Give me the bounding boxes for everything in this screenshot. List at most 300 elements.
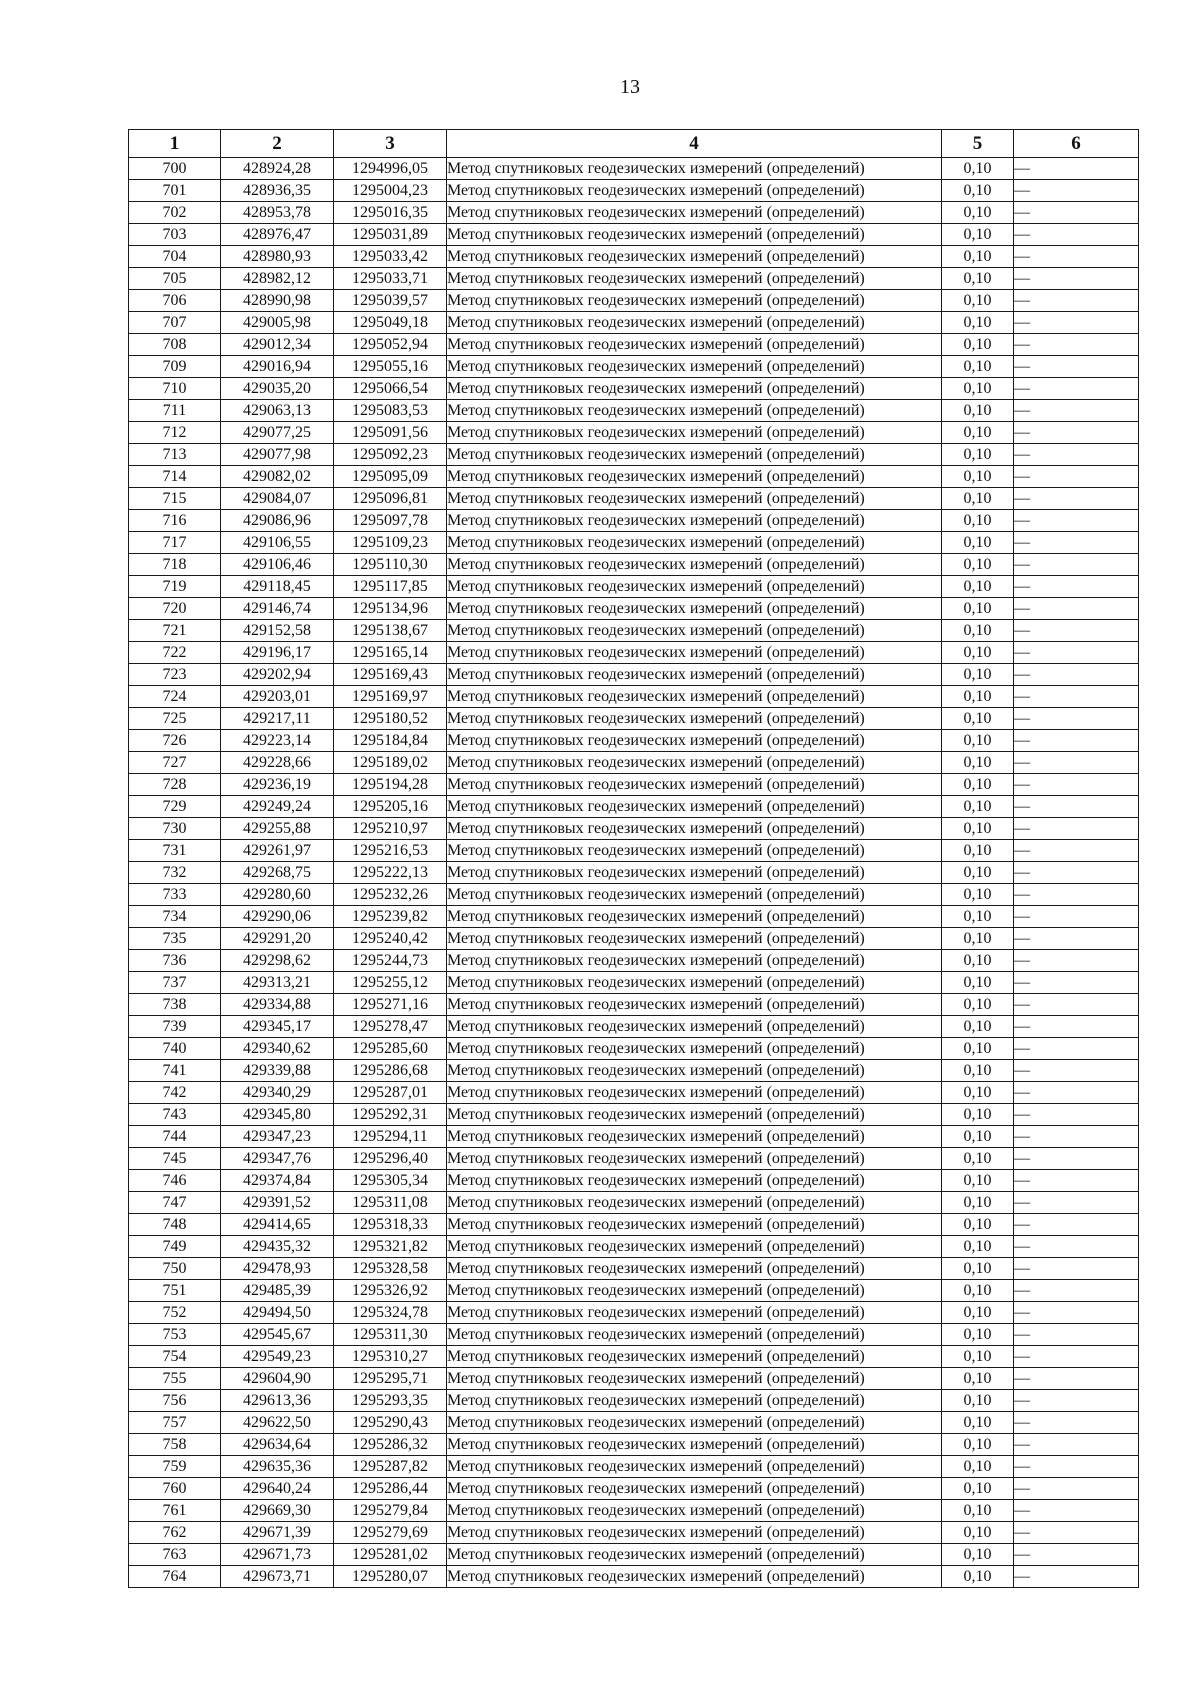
- x-coordinate-cell: 429347,23: [221, 1126, 334, 1148]
- method-cell: Метод спутниковых геодезических измерений (определений): [447, 1434, 942, 1456]
- x-coordinate-cell: 429635,36: [221, 1456, 334, 1478]
- point-number-cell: 760: [129, 1478, 221, 1500]
- description-cell: —: [1014, 1104, 1139, 1126]
- accuracy-cell: 0,10: [942, 1170, 1014, 1192]
- y-coordinate-cell: 1295280,07: [334, 1566, 447, 1588]
- description-cell: —: [1014, 1478, 1139, 1500]
- point-number-cell: 719: [129, 576, 221, 598]
- table-row: [129, 840, 1139, 862]
- y-coordinate-cell: 1295216,53: [334, 840, 447, 862]
- description-cell: —: [1014, 224, 1139, 246]
- method-cell: Метод спутниковых геодезических измерений (определений): [447, 532, 942, 554]
- accuracy-cell: 0,10: [942, 1038, 1014, 1060]
- method-cell: Метод спутниковых геодезических измерений (определений): [447, 334, 942, 356]
- y-coordinate-cell: 1295295,71: [334, 1368, 447, 1390]
- accuracy-cell: 0,10: [942, 818, 1014, 840]
- table-row: [129, 488, 1139, 510]
- point-number-cell: 745: [129, 1148, 221, 1170]
- y-coordinate-cell: 1295285,60: [334, 1038, 447, 1060]
- x-coordinate-cell: 428936,35: [221, 180, 334, 202]
- y-coordinate-cell: 1295279,69: [334, 1522, 447, 1544]
- method-cell: Метод спутниковых геодезических измерений (определений): [447, 466, 942, 488]
- method-cell: Метод спутниковых геодезических измерений (определений): [447, 180, 942, 202]
- x-coordinate-cell: 428982,12: [221, 268, 334, 290]
- y-coordinate-cell: 1295004,23: [334, 180, 447, 202]
- method-cell: Метод спутниковых геодезических измерений (определений): [447, 312, 942, 334]
- y-coordinate-cell: 1295096,81: [334, 488, 447, 510]
- table-row: [129, 774, 1139, 796]
- x-coordinate-cell: 429016,94: [221, 356, 334, 378]
- table-row: [129, 994, 1139, 1016]
- page-number: 13: [620, 76, 640, 98]
- description-cell: —: [1014, 312, 1139, 334]
- point-number-cell: 705: [129, 268, 221, 290]
- x-coordinate-cell: 429669,30: [221, 1500, 334, 1522]
- method-cell: Метод спутниковых геодезических измерений (определений): [447, 620, 942, 642]
- method-cell: Метод спутниковых геодезических измерений (определений): [447, 488, 942, 510]
- accuracy-cell: 0,10: [942, 620, 1014, 642]
- accuracy-cell: 0,10: [942, 1214, 1014, 1236]
- point-number-cell: 722: [129, 642, 221, 664]
- y-coordinate-cell: 1295138,67: [334, 620, 447, 642]
- description-cell: —: [1014, 202, 1139, 224]
- point-number-cell: 724: [129, 686, 221, 708]
- point-number-cell: 729: [129, 796, 221, 818]
- x-coordinate-cell: 429334,88: [221, 994, 334, 1016]
- table-row: [129, 422, 1139, 444]
- accuracy-cell: 0,10: [942, 510, 1014, 532]
- x-coordinate-cell: 429640,24: [221, 1478, 334, 1500]
- method-cell: Метод спутниковых геодезических измерений (определений): [447, 1390, 942, 1412]
- method-cell: Метод спутниковых геодезических измерений (определений): [447, 1456, 942, 1478]
- accuracy-cell: 0,10: [942, 906, 1014, 928]
- y-coordinate-cell: 1295016,35: [334, 202, 447, 224]
- description-cell: —: [1014, 972, 1139, 994]
- description-cell: —: [1014, 906, 1139, 928]
- y-coordinate-cell: 1295318,33: [334, 1214, 447, 1236]
- y-coordinate-cell: 1295271,16: [334, 994, 447, 1016]
- table-row: [129, 1104, 1139, 1126]
- accuracy-cell: 0,10: [942, 994, 1014, 1016]
- y-coordinate-cell: 1295180,52: [334, 708, 447, 730]
- point-number-cell: 711: [129, 400, 221, 422]
- y-coordinate-cell: 1295296,40: [334, 1148, 447, 1170]
- point-number-cell: 764: [129, 1566, 221, 1588]
- description-cell: —: [1014, 708, 1139, 730]
- point-number-cell: 728: [129, 774, 221, 796]
- point-number-cell: 752: [129, 1302, 221, 1324]
- point-number-cell: 717: [129, 532, 221, 554]
- description-cell: —: [1014, 1258, 1139, 1280]
- accuracy-cell: 0,10: [942, 290, 1014, 312]
- description-cell: —: [1014, 554, 1139, 576]
- point-number-cell: 761: [129, 1500, 221, 1522]
- accuracy-cell: 0,10: [942, 1258, 1014, 1280]
- accuracy-cell: 0,10: [942, 422, 1014, 444]
- table-row: [129, 730, 1139, 752]
- table-row: [129, 1214, 1139, 1236]
- table-row: [129, 708, 1139, 730]
- point-number-cell: 714: [129, 466, 221, 488]
- point-number-cell: 716: [129, 510, 221, 532]
- x-coordinate-cell: 429228,66: [221, 752, 334, 774]
- y-coordinate-cell: 1295326,92: [334, 1280, 447, 1302]
- table-row: [129, 290, 1139, 312]
- accuracy-cell: 0,10: [942, 840, 1014, 862]
- description-cell: —: [1014, 290, 1139, 312]
- method-cell: Метод спутниковых геодезических измерений (определений): [447, 1104, 942, 1126]
- method-cell: Метод спутниковых геодезических измерений (определений): [447, 1170, 942, 1192]
- point-number-cell: 741: [129, 1060, 221, 1082]
- description-cell: —: [1014, 1522, 1139, 1544]
- table-row: [129, 1016, 1139, 1038]
- point-number-cell: 731: [129, 840, 221, 862]
- accuracy-cell: 0,10: [942, 1566, 1014, 1588]
- x-coordinate-cell: 429077,25: [221, 422, 334, 444]
- accuracy-cell: 0,10: [942, 1280, 1014, 1302]
- method-cell: Метод спутниковых геодезических измерений (определений): [447, 884, 942, 906]
- accuracy-cell: 0,10: [942, 1302, 1014, 1324]
- point-number-cell: 715: [129, 488, 221, 510]
- x-coordinate-cell: 429202,94: [221, 664, 334, 686]
- table-row: [129, 1038, 1139, 1060]
- point-number-cell: 734: [129, 906, 221, 928]
- description-cell: —: [1014, 1280, 1139, 1302]
- point-number-cell: 744: [129, 1126, 221, 1148]
- description-cell: —: [1014, 488, 1139, 510]
- method-cell: Метод спутниковых геодезических измерений (определений): [447, 862, 942, 884]
- point-number-cell: 759: [129, 1456, 221, 1478]
- method-cell: Метод спутниковых геодезических измерений (определений): [447, 1236, 942, 1258]
- y-coordinate-cell: 1295169,43: [334, 664, 447, 686]
- description-cell: —: [1014, 510, 1139, 532]
- column-header: 3: [334, 130, 447, 158]
- x-coordinate-cell: 429005,98: [221, 312, 334, 334]
- description-cell: —: [1014, 1544, 1139, 1566]
- table-row: [129, 664, 1139, 686]
- accuracy-cell: 0,10: [942, 312, 1014, 334]
- accuracy-cell: 0,10: [942, 730, 1014, 752]
- table-row: [129, 884, 1139, 906]
- table-row: [129, 1060, 1139, 1082]
- column-header: 4: [447, 130, 942, 158]
- accuracy-cell: 0,10: [942, 224, 1014, 246]
- point-number-cell: 750: [129, 1258, 221, 1280]
- point-number-cell: 707: [129, 312, 221, 334]
- point-number-cell: 702: [129, 202, 221, 224]
- y-coordinate-cell: 1295095,09: [334, 466, 447, 488]
- coordinates-table: [128, 129, 1139, 1588]
- description-cell: —: [1014, 774, 1139, 796]
- description-cell: —: [1014, 444, 1139, 466]
- method-cell: Метод спутниковых геодезических измерений (определений): [447, 906, 942, 928]
- point-number-cell: 758: [129, 1434, 221, 1456]
- method-cell: Метод спутниковых геодезических измерений (определений): [447, 796, 942, 818]
- accuracy-cell: 0,10: [942, 664, 1014, 686]
- method-cell: Метод спутниковых геодезических измерений (определений): [447, 972, 942, 994]
- method-cell: Метод спутниковых геодезических измерений (определений): [447, 1412, 942, 1434]
- method-cell: Метод спутниковых геодезических измерений (определений): [447, 1148, 942, 1170]
- point-number-cell: 730: [129, 818, 221, 840]
- method-cell: Метод спутниковых геодезических измерений (определений): [447, 1346, 942, 1368]
- accuracy-cell: 0,10: [942, 928, 1014, 950]
- method-cell: Метод спутниковых геодезических измерений (определений): [447, 1082, 942, 1104]
- table-row: [129, 444, 1139, 466]
- table-row: [129, 1456, 1139, 1478]
- y-coordinate-cell: 1295255,12: [334, 972, 447, 994]
- table-row: [129, 818, 1139, 840]
- x-coordinate-cell: 429494,50: [221, 1302, 334, 1324]
- method-cell: Метод спутниковых геодезических измерений (определений): [447, 1478, 942, 1500]
- x-coordinate-cell: 429236,19: [221, 774, 334, 796]
- method-cell: Метод спутниковых геодезических измерений (определений): [447, 686, 942, 708]
- x-coordinate-cell: 429485,39: [221, 1280, 334, 1302]
- x-coordinate-cell: 429374,84: [221, 1170, 334, 1192]
- description-cell: —: [1014, 1192, 1139, 1214]
- method-cell: Метод спутниковых геодезических измерений (определений): [447, 752, 942, 774]
- x-coordinate-cell: 429118,45: [221, 576, 334, 598]
- accuracy-cell: 0,10: [942, 1016, 1014, 1038]
- y-coordinate-cell: 1295169,97: [334, 686, 447, 708]
- point-number-cell: 727: [129, 752, 221, 774]
- y-coordinate-cell: 1295293,35: [334, 1390, 447, 1412]
- point-number-cell: 757: [129, 1412, 221, 1434]
- x-coordinate-cell: 429223,14: [221, 730, 334, 752]
- description-cell: —: [1014, 1060, 1139, 1082]
- point-number-cell: 712: [129, 422, 221, 444]
- table-row: [129, 334, 1139, 356]
- accuracy-cell: 0,10: [942, 752, 1014, 774]
- column-header: 2: [221, 130, 334, 158]
- accuracy-cell: 0,10: [942, 1500, 1014, 1522]
- description-cell: —: [1014, 884, 1139, 906]
- table-row: [129, 796, 1139, 818]
- point-number-cell: 762: [129, 1522, 221, 1544]
- description-cell: —: [1014, 1456, 1139, 1478]
- point-number-cell: 736: [129, 950, 221, 972]
- y-coordinate-cell: 1295109,23: [334, 532, 447, 554]
- accuracy-cell: 0,10: [942, 642, 1014, 664]
- y-coordinate-cell: 1295324,78: [334, 1302, 447, 1324]
- method-cell: Метод спутниковых геодезических измерений (определений): [447, 158, 942, 180]
- point-number-cell: 742: [129, 1082, 221, 1104]
- y-coordinate-cell: 1295134,96: [334, 598, 447, 620]
- description-cell: —: [1014, 1412, 1139, 1434]
- y-coordinate-cell: 1295092,23: [334, 444, 447, 466]
- accuracy-cell: 0,10: [942, 774, 1014, 796]
- table-body: [129, 158, 1139, 1588]
- x-coordinate-cell: 429671,73: [221, 1544, 334, 1566]
- description-cell: —: [1014, 334, 1139, 356]
- method-cell: Метод спутниковых геодезических измерений (определений): [447, 950, 942, 972]
- table-row: [129, 1478, 1139, 1500]
- accuracy-cell: 0,10: [942, 1412, 1014, 1434]
- table-row: [129, 1346, 1139, 1368]
- column-header: 1: [129, 130, 221, 158]
- accuracy-cell: 0,10: [942, 1148, 1014, 1170]
- x-coordinate-cell: 429391,52: [221, 1192, 334, 1214]
- table-row: [129, 1500, 1139, 1522]
- accuracy-cell: 0,10: [942, 246, 1014, 268]
- method-cell: Метод спутниковых геодезических измерений (определений): [447, 1192, 942, 1214]
- point-number-cell: 748: [129, 1214, 221, 1236]
- method-cell: Метод спутниковых геодезических измерений (определений): [447, 774, 942, 796]
- y-coordinate-cell: 1295294,11: [334, 1126, 447, 1148]
- point-number-cell: 751: [129, 1280, 221, 1302]
- method-cell: Метод спутниковых геодезических измерений (определений): [447, 576, 942, 598]
- accuracy-cell: 0,10: [942, 268, 1014, 290]
- y-coordinate-cell: 1295292,31: [334, 1104, 447, 1126]
- description-cell: —: [1014, 862, 1139, 884]
- accuracy-cell: 0,10: [942, 1544, 1014, 1566]
- point-number-cell: 700: [129, 158, 221, 180]
- description-cell: —: [1014, 840, 1139, 862]
- description-cell: —: [1014, 730, 1139, 752]
- description-cell: —: [1014, 158, 1139, 180]
- accuracy-cell: 0,10: [942, 686, 1014, 708]
- method-cell: Метод спутниковых геодезических измерений (определений): [447, 554, 942, 576]
- accuracy-cell: 0,10: [942, 488, 1014, 510]
- description-cell: —: [1014, 576, 1139, 598]
- point-number-cell: 713: [129, 444, 221, 466]
- x-coordinate-cell: 429077,98: [221, 444, 334, 466]
- y-coordinate-cell: 1295066,54: [334, 378, 447, 400]
- table-row: [129, 224, 1139, 246]
- table-row: [129, 1302, 1139, 1324]
- point-number-cell: 706: [129, 290, 221, 312]
- y-coordinate-cell: 1295205,16: [334, 796, 447, 818]
- description-cell: —: [1014, 642, 1139, 664]
- y-coordinate-cell: 1295222,13: [334, 862, 447, 884]
- table-row: [129, 752, 1139, 774]
- y-coordinate-cell: 1295287,82: [334, 1456, 447, 1478]
- method-cell: Метод спутниковых геодезических измерений (определений): [447, 1126, 942, 1148]
- description-cell: —: [1014, 1038, 1139, 1060]
- table-row: [129, 1192, 1139, 1214]
- accuracy-cell: 0,10: [942, 356, 1014, 378]
- x-coordinate-cell: 429290,06: [221, 906, 334, 928]
- method-cell: Метод спутниковых геодезических измерений (определений): [447, 1368, 942, 1390]
- point-number-cell: 733: [129, 884, 221, 906]
- table-row: [129, 532, 1139, 554]
- table-row: [129, 928, 1139, 950]
- x-coordinate-cell: 429671,39: [221, 1522, 334, 1544]
- table-row: [129, 554, 1139, 576]
- y-coordinate-cell: 1295031,89: [334, 224, 447, 246]
- description-cell: —: [1014, 1390, 1139, 1412]
- accuracy-cell: 0,10: [942, 1236, 1014, 1258]
- point-number-cell: 701: [129, 180, 221, 202]
- accuracy-cell: 0,10: [942, 400, 1014, 422]
- method-cell: Метод спутниковых геодезических измерений (определений): [447, 1280, 942, 1302]
- x-coordinate-cell: 429604,90: [221, 1368, 334, 1390]
- description-cell: —: [1014, 180, 1139, 202]
- method-cell: Метод спутниковых геодезических измерений (определений): [447, 1544, 942, 1566]
- description-cell: —: [1014, 818, 1139, 840]
- x-coordinate-cell: 428953,78: [221, 202, 334, 224]
- accuracy-cell: 0,10: [942, 334, 1014, 356]
- table-row: [129, 1522, 1139, 1544]
- point-number-cell: 753: [129, 1324, 221, 1346]
- table-row: [129, 268, 1139, 290]
- table-row: [129, 312, 1139, 334]
- table-row: [129, 686, 1139, 708]
- method-cell: Метод спутниковых геодезических измерений (определений): [447, 1258, 942, 1280]
- y-coordinate-cell: 1295033,71: [334, 268, 447, 290]
- accuracy-cell: 0,10: [942, 1368, 1014, 1390]
- accuracy-cell: 0,10: [942, 1456, 1014, 1478]
- y-coordinate-cell: 1295310,27: [334, 1346, 447, 1368]
- method-cell: Метод спутниковых геодезических измерений (определений): [447, 202, 942, 224]
- description-cell: —: [1014, 466, 1139, 488]
- description-cell: —: [1014, 1500, 1139, 1522]
- x-coordinate-cell: 429545,67: [221, 1324, 334, 1346]
- description-cell: —: [1014, 356, 1139, 378]
- y-coordinate-cell: 1295033,42: [334, 246, 447, 268]
- description-cell: —: [1014, 686, 1139, 708]
- method-cell: Метод спутниковых геодезических измерений (определений): [447, 1324, 942, 1346]
- method-cell: Метод спутниковых геодезических измерений (определений): [447, 928, 942, 950]
- method-cell: Метод спутниковых геодезических измерений (определений): [447, 1302, 942, 1324]
- point-number-cell: 743: [129, 1104, 221, 1126]
- x-coordinate-cell: 429249,24: [221, 796, 334, 818]
- method-cell: Метод спутниковых геодезических измерений (определений): [447, 730, 942, 752]
- x-coordinate-cell: 429106,46: [221, 554, 334, 576]
- y-coordinate-cell: 1295055,16: [334, 356, 447, 378]
- table-row: [129, 642, 1139, 664]
- description-cell: —: [1014, 1302, 1139, 1324]
- description-cell: —: [1014, 752, 1139, 774]
- table-row: [129, 378, 1139, 400]
- accuracy-cell: 0,10: [942, 708, 1014, 730]
- x-coordinate-cell: 428924,28: [221, 158, 334, 180]
- x-coordinate-cell: 429478,93: [221, 1258, 334, 1280]
- x-coordinate-cell: 429084,07: [221, 488, 334, 510]
- accuracy-cell: 0,10: [942, 466, 1014, 488]
- point-number-cell: 749: [129, 1236, 221, 1258]
- table-row: [129, 466, 1139, 488]
- point-number-cell: 737: [129, 972, 221, 994]
- description-cell: —: [1014, 1148, 1139, 1170]
- x-coordinate-cell: 428980,93: [221, 246, 334, 268]
- accuracy-cell: 0,10: [942, 180, 1014, 202]
- x-coordinate-cell: 429106,55: [221, 532, 334, 554]
- method-cell: Метод спутниковых геодезических измерений (определений): [447, 400, 942, 422]
- y-coordinate-cell: 1295286,44: [334, 1478, 447, 1500]
- table-row: [129, 972, 1139, 994]
- x-coordinate-cell: 429339,88: [221, 1060, 334, 1082]
- method-cell: Метод спутниковых геодезических измерений (определений): [447, 994, 942, 1016]
- description-cell: —: [1014, 1126, 1139, 1148]
- method-cell: Метод спутниковых геодезических измерений (определений): [447, 510, 942, 532]
- description-cell: —: [1014, 532, 1139, 554]
- x-coordinate-cell: 429345,80: [221, 1104, 334, 1126]
- y-coordinate-cell: 1295311,30: [334, 1324, 447, 1346]
- x-coordinate-cell: 429217,11: [221, 708, 334, 730]
- table-row: [129, 1148, 1139, 1170]
- method-cell: Метод спутниковых геодезических измерений (определений): [447, 1016, 942, 1038]
- table-row: [129, 1566, 1139, 1588]
- description-cell: —: [1014, 378, 1139, 400]
- y-coordinate-cell: 1295240,42: [334, 928, 447, 950]
- table-row: [129, 950, 1139, 972]
- method-cell: Метод спутниковых геодезических измерений (определений): [447, 378, 942, 400]
- method-cell: Метод спутниковых геодезических измерений (определений): [447, 642, 942, 664]
- description-cell: —: [1014, 1082, 1139, 1104]
- method-cell: Метод спутниковых геодезических измерений (определений): [447, 290, 942, 312]
- y-coordinate-cell: 1295210,97: [334, 818, 447, 840]
- table-row: [129, 1544, 1139, 1566]
